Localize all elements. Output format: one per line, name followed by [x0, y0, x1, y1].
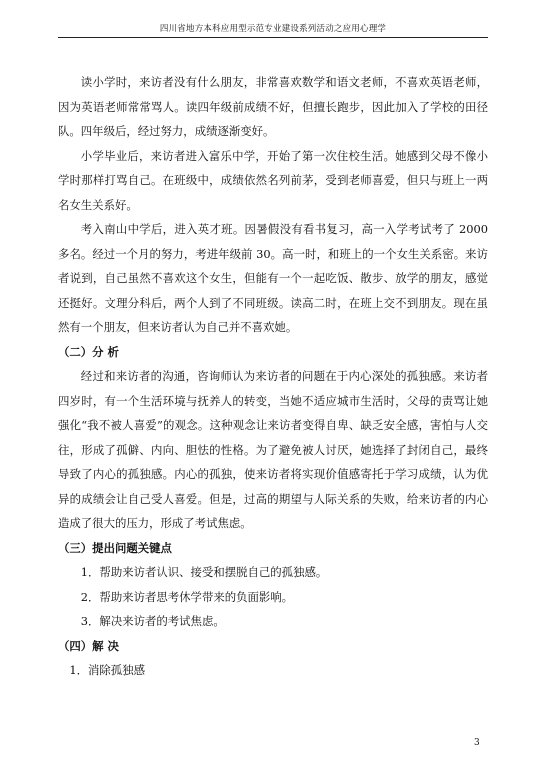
subheading-eliminate-loneliness: 1．消除孤独感 — [69, 663, 145, 677]
paragraph-high-school: 考入南山中学后，进入英才班。因暑假没有看书复习，高一入学考试考了 2000 多名。经过一个月的努力，考进年级前 30。高一时，和班上的一个女生关系密。来访者说到，自己虽然不喜欢这个女生，但能有一个一起吃饭、散步、放学的朋友，感觉还挺好。文理分科后，两个人到了不同班级。读高二时，在班上交不到朋友。现在虽然有一个朋友，但来访者认为自己并不喜欢她。 — [58, 222, 488, 334]
heading-analysis: （二）分 析 — [58, 344, 119, 359]
page-number: 3 — [474, 738, 480, 748]
heading-key-points: （三）提出问题关键点 — [58, 540, 172, 555]
running-header: 四川省地方本科应用型示范专业建设系列活动之应用心理学 — [58, 22, 488, 38]
list-item-key-point-3: 3．解决来访者的考试焦虑。 — [80, 614, 225, 628]
paragraph-primary-school: 读小学时，来访者没有什么朋友，非常喜欢数学和语文老师，不喜欢英语老师，因为英语老师常常骂人。读四年级前成绩不好，但擅长跑步，因此加入了学校的田径队。四年级后，经过努力，成绩逐渐变好。 — [58, 75, 488, 138]
heading-solution: （四）解 决 — [58, 638, 119, 653]
list-item-key-point-2: 2．帮助来访者思考休学带来的负面影响。 — [80, 589, 294, 604]
paragraph-middle-school: 小学毕业后，来访者进入富乐中学，开始了第一次住校生活。她感到父母不像小学时那样打骂自己。在班级中，成绩依然名列前茅，受到老师喜爱，但只与班上一两名女生关系好。 — [58, 148, 488, 212]
document-body — [58, 70, 488, 683]
paragraph-analysis: 经过和来访者的沟通，咨询师认为来访者的问题在于内心深处的孤独感。来访者四岁时，有一个生活环境与抚养人的转变，当她不适应城市生活时，父母的责骂让她强化“我不被人喜爱”的观念。这种观念让来访者变得自卑、缺乏安全感，害怕与人交往，形成了孤僻、内向、胆怯的性格。为了避免被人讨厌，她选择了封闭自己，最终导致了内心的孤独感。内心的孤独，使来访者将实现价值感寄托于学习成绩，认为优异的成绩会让自己受人喜爱。但是，过高的期望与人际关系的失败，给来访者的内心造成了很大的压力，形成了考试焦虑。 — [58, 369, 488, 530]
list-item-key-point-1: 1．帮助来访者认识、接受和摆脱自己的孤独感。 — [80, 565, 328, 579]
